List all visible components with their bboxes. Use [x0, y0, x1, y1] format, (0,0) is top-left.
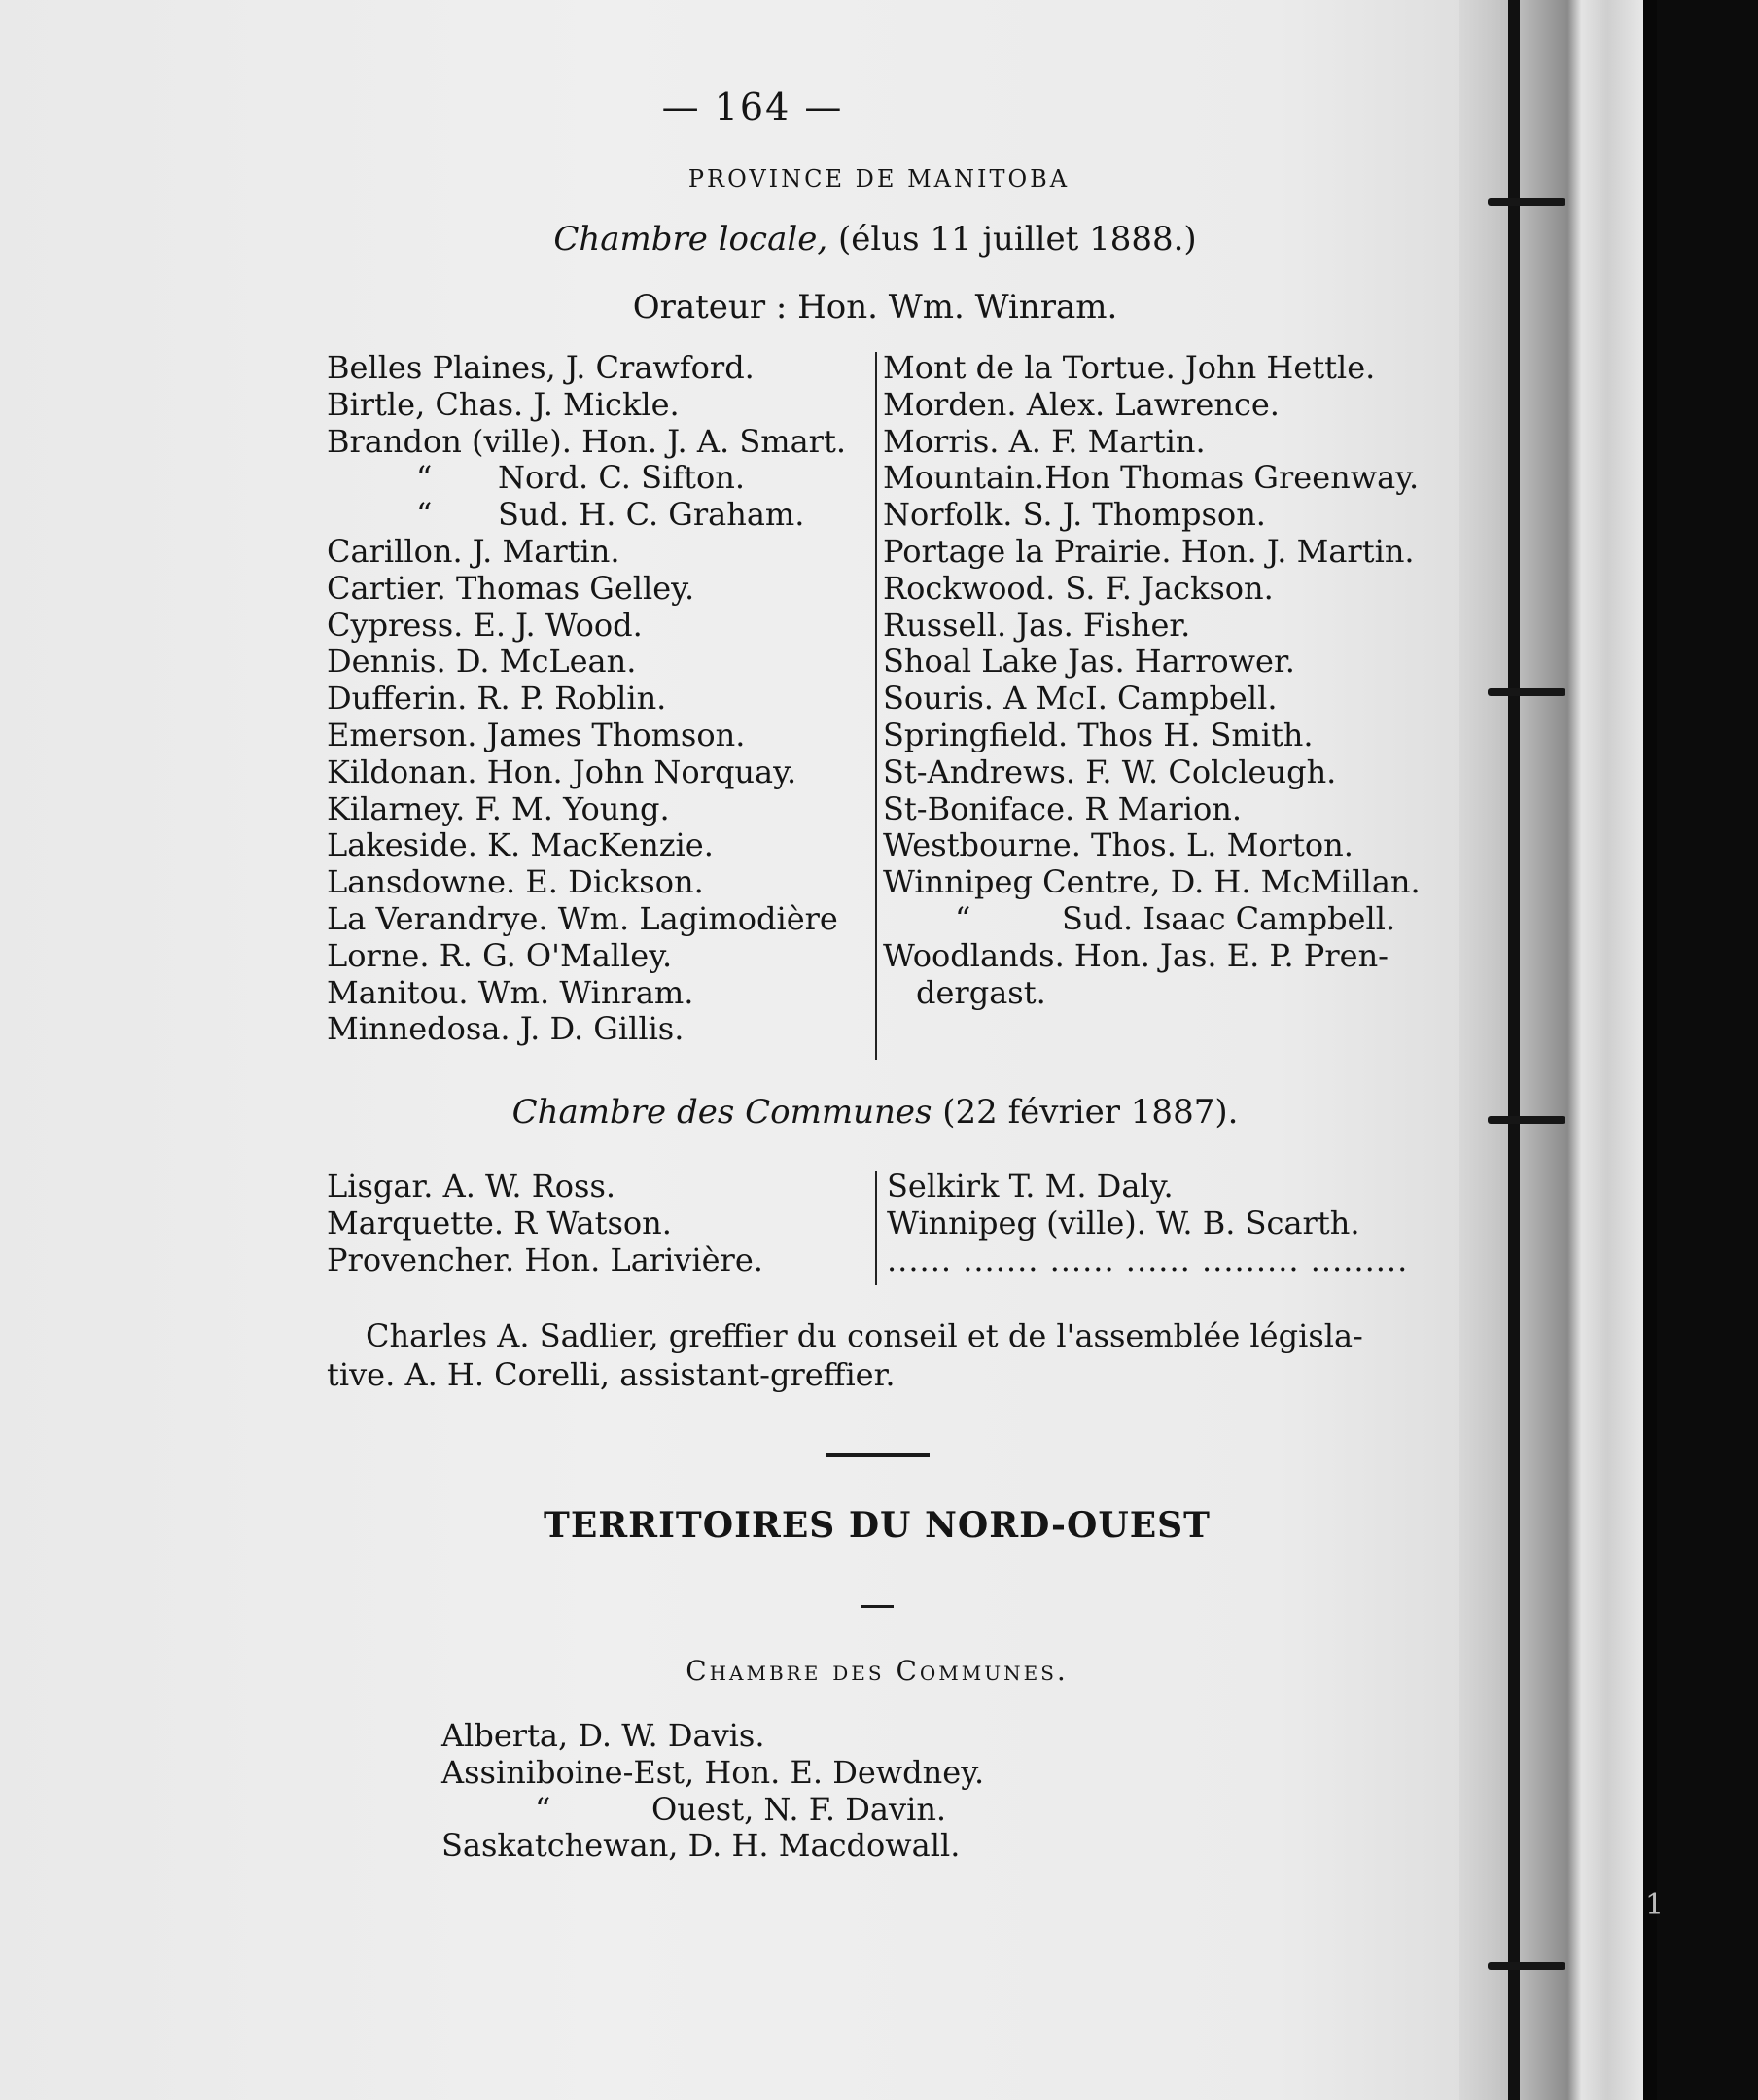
- territories-commons-heading: Chambre des Communes.: [686, 1655, 1069, 1687]
- ditto-text: Ouest, N. F. Davin.: [651, 1790, 947, 1828]
- list-item: Assiniboine-Est, Hon. E. Dewdney.: [441, 1753, 985, 1791]
- list-item: Emerson. James Thomson.: [327, 716, 746, 753]
- commons-title-italic: Chambre des Communes: [511, 1093, 932, 1132]
- book-gutter: [1459, 0, 1657, 2100]
- list-item: Mont de la Tortue. John Hettle.: [883, 349, 1376, 386]
- list-item: St-Andrews. F. W. Colcleugh.: [883, 752, 1337, 790]
- scan-edge: [1643, 0, 1657, 2100]
- list-item: Birtle, Chas. J. Mickle.: [327, 385, 680, 423]
- list-item: Selkirk T. M. Daly.: [887, 1168, 1174, 1205]
- local-chamber-date: (élus 11 juillet 1888.): [827, 220, 1197, 259]
- column-divider: [875, 352, 877, 1060]
- binding-thread: [1488, 688, 1565, 696]
- short-rule: [861, 1605, 894, 1608]
- list-item: Shoal Lake Jas. Harrower.: [883, 643, 1295, 681]
- edge-mark: 1: [1645, 1888, 1665, 1922]
- list-item-ditto: [441, 1791, 984, 1828]
- commons-right-column: [887, 1169, 1408, 1278]
- list-item-ditto: [883, 901, 1421, 938]
- list-item-ditto: [327, 497, 846, 534]
- list-item: Belles Plaines, J. Crawford.: [327, 349, 755, 386]
- list-item: Morris. A. F. Martin.: [883, 422, 1206, 460]
- list-item: Woodlands. Hon. Jas. E. P. Pren-: [883, 936, 1389, 974]
- list-item: La Verandrye. Wm. Lagimodière: [327, 899, 838, 937]
- ditto-mark: “: [955, 899, 971, 937]
- list-item: Kildonan. Hon. John Norquay.: [327, 752, 797, 790]
- list-item: Dennis. D. McLean.: [327, 643, 637, 681]
- territories-members-list: [441, 1717, 984, 1864]
- list-item: Marquette. R Watson.: [327, 1204, 672, 1242]
- list-item: Minnedosa. J. D. Gillis.: [327, 1010, 685, 1048]
- list-item: Kilarney. F. M. Young.: [327, 789, 670, 827]
- speaker-line: Orateur : Hon. Wm. Winram.: [632, 288, 1118, 327]
- ditto-text: Sud. Isaac Campbell.: [1062, 899, 1396, 937]
- section-rule: [826, 1453, 930, 1457]
- list-item: Dufferin. R. P. Roblin.: [327, 680, 667, 718]
- clerk-line-2: tive. A. H. Corelli, assistant-greffier.: [327, 1356, 896, 1393]
- list-item: Westbourne. Thos. L. Morton.: [883, 826, 1354, 864]
- list-item: St-Boniface. R Marion.: [883, 789, 1243, 827]
- clerk-line-1: Charles A. Sadlier, greffier du conseil et de l'assemblée législa-: [366, 1317, 1363, 1354]
- list-item-ditto: [327, 460, 846, 497]
- ditto-mark: “: [416, 496, 433, 534]
- page-number: — 164 —: [661, 86, 844, 128]
- list-item: Alberta, D. W. Davis.: [441, 1717, 765, 1754]
- ditto-mark: “: [535, 1790, 551, 1828]
- province-heading: PROVINCE DE MANITOBA: [687, 165, 1071, 192]
- list-item: Provencher. Hon. Larivière.: [327, 1241, 763, 1278]
- list-item: Carillon. J. Martin.: [327, 532, 620, 570]
- territories-heading: TERRITOIRES DU NORD-OUEST: [544, 1505, 1211, 1546]
- local-chamber-title-italic: Chambre locale,: [553, 220, 828, 259]
- commons-left-column: [327, 1169, 763, 1278]
- binding-thread: [1488, 198, 1565, 206]
- list-item: Lorne. R. G. O'Malley.: [327, 936, 673, 974]
- dotted-leader: ...... ....... ...... ...... ......... .........: [887, 1241, 1409, 1278]
- list-item: Springfield. Thos H. Smith.: [883, 716, 1314, 753]
- binding-spine: [1508, 0, 1520, 2100]
- list-item: Morden. Alex. Lawrence.: [883, 385, 1280, 423]
- list-item: Norfolk. S. J. Thompson.: [883, 496, 1266, 534]
- list-item: Mountain.Hon Thomas Greenway.: [883, 459, 1420, 497]
- list-item: Portage la Prairie. Hon. J. Martin.: [883, 532, 1415, 570]
- list-item: Rockwood. S. F. Jackson.: [883, 569, 1274, 607]
- list-item: Lansdowne. E. Dickson.: [327, 863, 704, 901]
- list-item: Cypress. E. J. Wood.: [327, 606, 643, 644]
- list-item: Lakeside. K. MacKenzie.: [327, 826, 714, 864]
- commons-date: (22 février 1887).: [932, 1093, 1239, 1132]
- ditto-mark: “: [416, 459, 433, 497]
- binding-thread: [1488, 1962, 1565, 1970]
- list-item: Manitou. Wm. Winram.: [327, 973, 694, 1011]
- list-item: Cartier. Thomas Gelley.: [327, 569, 695, 607]
- list-item: Saskatchewan, D. H. Macdowall.: [441, 1827, 961, 1865]
- binding-thread: [1488, 1116, 1565, 1124]
- column-divider: [875, 1171, 877, 1285]
- list-item: Lisgar. A. W. Ross.: [327, 1168, 616, 1205]
- ditto-text: Sud. H. C. Graham.: [498, 496, 805, 534]
- local-members-right-column: [883, 350, 1421, 1011]
- local-members-left-column: [327, 350, 846, 1048]
- clerk-paragraph: [327, 1316, 1435, 1394]
- list-item: Winnipeg (ville). W. B. Scarth.: [887, 1204, 1360, 1242]
- list-item: Russell. Jas. Fisher.: [883, 606, 1191, 644]
- list-item: Winnipeg Centre, D. H. McMillan.: [883, 863, 1421, 901]
- list-item: Brandon (ville). Hon. J. A. Smart.: [327, 422, 846, 460]
- list-item: Souris. A McI. Campbell.: [883, 680, 1278, 718]
- list-item: dergast.: [916, 973, 1046, 1011]
- ditto-text: Nord. C. Sifton.: [498, 459, 745, 497]
